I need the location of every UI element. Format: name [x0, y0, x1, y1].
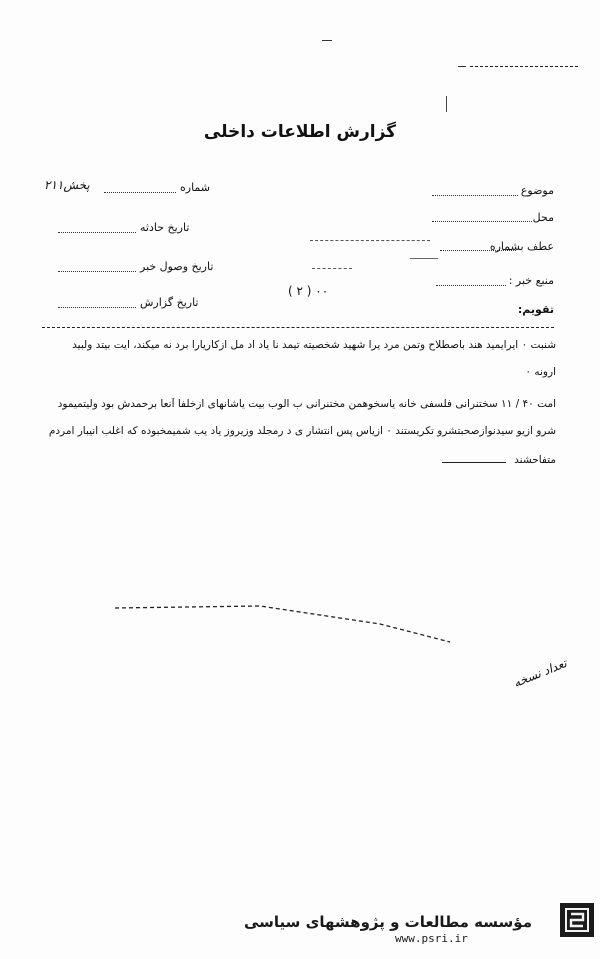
- top-divider: [470, 66, 578, 67]
- copies-annotation: تعداد نسخه: [511, 655, 569, 691]
- receipt-date-field-line: [58, 271, 136, 272]
- body-line-5: متفاحشند: [514, 454, 556, 466]
- number-label: شماره: [180, 181, 211, 194]
- tick-mark: [446, 96, 447, 112]
- source-field-line: [436, 285, 506, 286]
- institute-url: www.psri.ir: [395, 932, 468, 945]
- number-value: پخش۲۱۱: [44, 178, 90, 192]
- faint-mark: [310, 240, 430, 241]
- code-value: ( ۲ ) ۰۰: [288, 284, 329, 298]
- subject-field-line: [432, 195, 518, 196]
- reference-label: عطف بشماره: [489, 240, 554, 253]
- body-line-3: امت ۴۰ / ۱۱ سختنرانی فلسفی خانه یاسخوهمن مختنرانی ب الوب بیت یاشانهای ازخلفا آنعا برحمدش بود ولیتمیمود: [57, 398, 556, 410]
- faint-mark-3: [410, 258, 438, 267]
- form-title: گزارش اطلاعات داخلی: [203, 122, 397, 142]
- report-date-field-line: [58, 307, 136, 308]
- report-date-label: تاریخ گزارش: [140, 296, 199, 309]
- place-field-line: [432, 221, 532, 222]
- institute-logo-icon: [560, 903, 594, 937]
- top-mark-2: [458, 66, 466, 67]
- institute-name: مؤسسه مطالعات و پژوهشهای سیاسی: [243, 913, 532, 931]
- receipt-date-label: تاریخ وصول خبر: [140, 260, 214, 273]
- faint-mark-2: [312, 268, 352, 269]
- top-mark: [322, 40, 332, 41]
- place-label: محل: [532, 211, 554, 224]
- body-line-2: ارونه ۰: [525, 366, 556, 378]
- section-divider: [42, 327, 554, 328]
- body-line-1: شنبت ۰ ایرایمید هند باصطلاح وتمن مرد یرا شهید شخصیته تیمد نا یاد اد مل ازکاریارا برد نه میکند، ایت بیتد ولبید: [72, 339, 556, 351]
- subject-label: موضوع: [520, 184, 554, 197]
- number-field-line: [104, 192, 176, 193]
- signature-stroke: [442, 462, 506, 463]
- source-label: منبع خبر :: [508, 274, 554, 287]
- evaluation-label: تقویم:: [517, 303, 554, 316]
- event-date-field-line: [58, 232, 136, 233]
- body-line-4: شرو ازیو سیدنوازصحبتشرو تکریستند ۰ ازیاس پس انتشار ی د رمجلد وزیروز یاد یب شمیمخبوده که اغلب انیبار امردم: [48, 425, 556, 437]
- reference-field-line: [440, 250, 516, 251]
- signature-dash-line: [110, 598, 460, 648]
- event-date-label: تاریخ حادثه: [140, 221, 190, 234]
